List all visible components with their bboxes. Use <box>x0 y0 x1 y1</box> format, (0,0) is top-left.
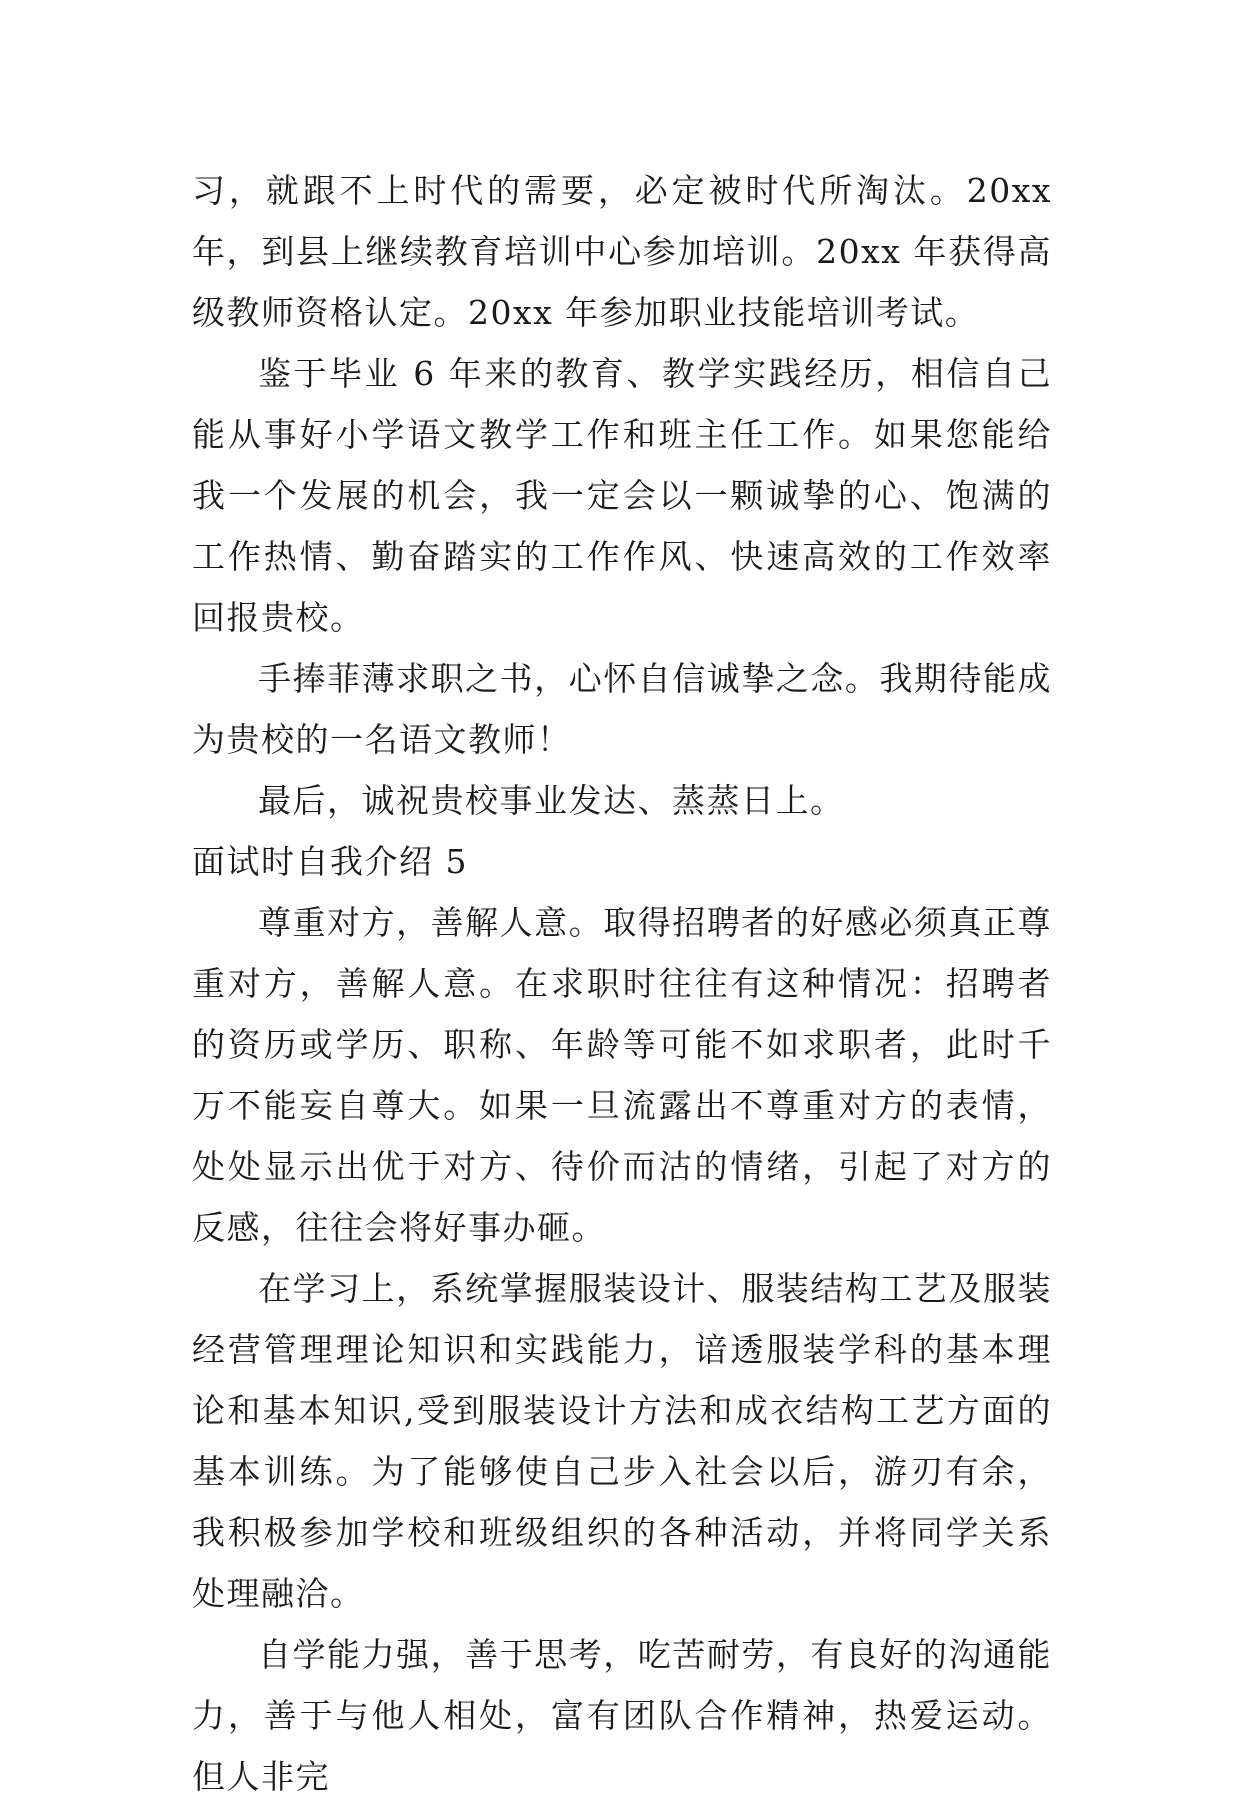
paragraph-abilities: 自学能力强，善于思考，吃苦耐劳，有良好的沟通能力，善于与他人相处，富有团队合作精神，热爱运动。但人非完 <box>192 1635 1052 1796</box>
section-heading: 面试时自我介绍 5 <box>192 842 468 881</box>
paragraph-continuation: 习，就跟不上时代的需要，必定被时代所淘汰。20xx 年，到县上继续教育培训中心参加培训。20xx 年获得高级教师资格认定。20xx 年参加职业技能培训考试。 <box>192 171 1052 332</box>
paragraph-closing: 最后，诚祝贵校事业发达、蒸蒸日上。 <box>258 781 845 820</box>
paragraph-expectation: 手捧菲薄求职之书，心怀自信诚挚之念。我期待能成为贵校的一名语文教师！ <box>192 659 1052 759</box>
paragraph-respect: 尊重对方，善解人意。取得招聘者的好感必须真正尊重对方，善解人意。在求职时往往有这种情况：招聘者的资历或学历、职称、年龄等可能不如求职者，此时千万不能妄自尊大。如果一旦流露出不尊重对方的表情，处处显示出优于对方、待价而沽的情绪，引起了对方的反感，往往会将好事办砸。 <box>192 903 1052 1247</box>
document-body <box>192 160 1052 1807</box>
paragraph-study: 在学习上，系统掌握服装设计、服装结构工艺及服装经营管理理论知识和实践能力，谙透服装学科的基本理论和基本知识,受到服装设计方法和成衣结构工艺方面的基本训练。为了能够使自己步入社会以后，游刃有余，我积极参加学校和班级组织的各种活动，并将同学关系处理融洽。 <box>192 1269 1052 1613</box>
paragraph-experience: 鉴于毕业 6 年来的教育、教学实践经历，相信自己能从事好小学语文教学工作和班主任工作。如果您能给我一个发展的机会，我一定会以一颗诚挚的心、饱满的工作热情、勤奋踏实的工作作风、快速高效的工作效率回报贵校。 <box>192 354 1052 637</box>
